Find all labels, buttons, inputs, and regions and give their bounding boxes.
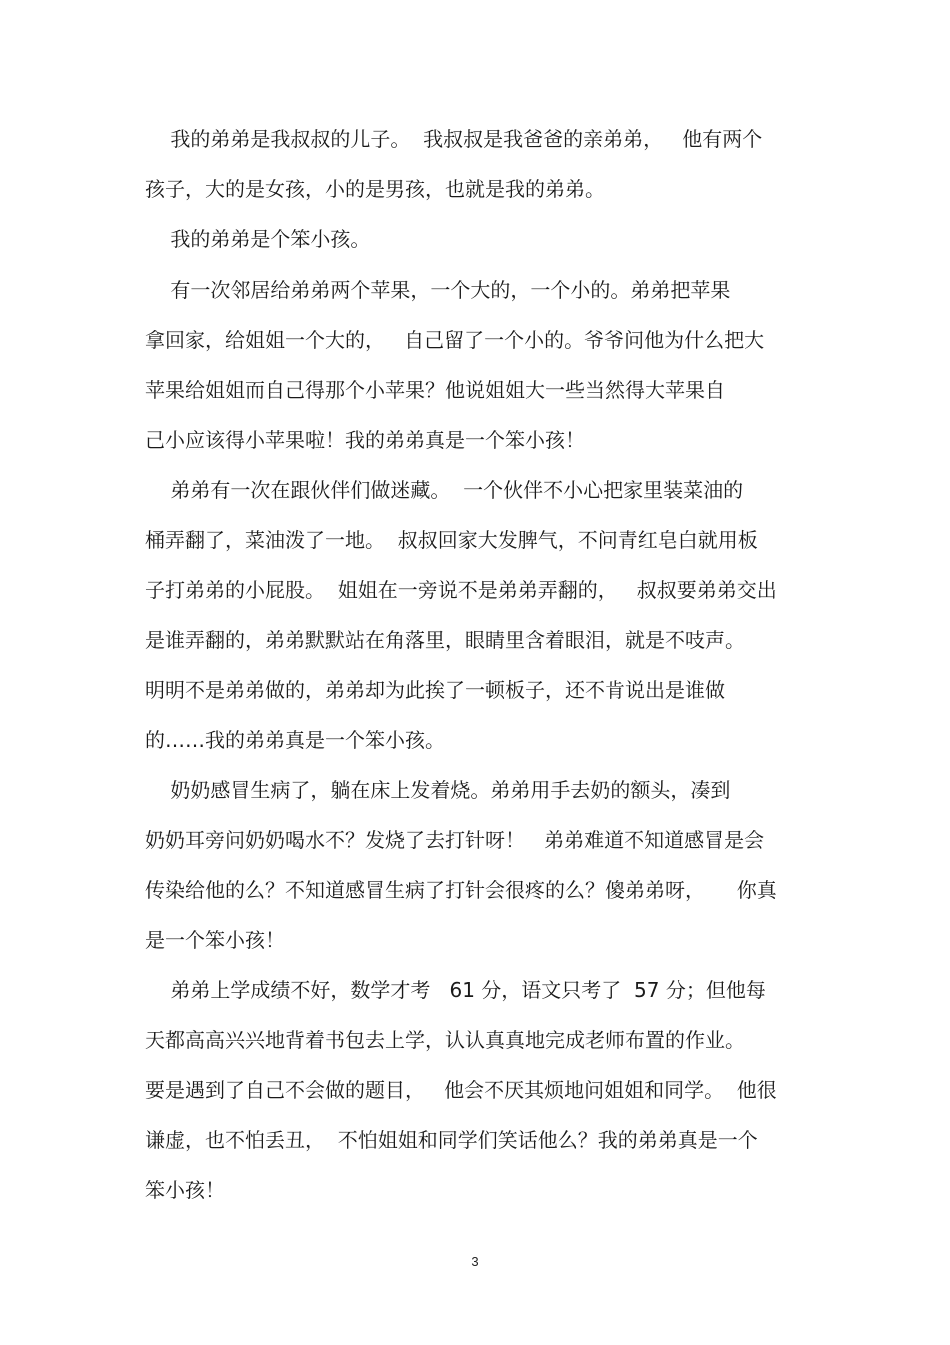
text-line: 奶奶感冒生病了，躺在床上发着烧。弟弟用手去奶的额头，凑到 <box>145 778 731 802</box>
text-line: 要是遇到了自己不会做的题目， 他会不厌其烦地问姐姐和同学。 他很 <box>145 1078 777 1102</box>
text-line: 是一个笨小孩！ <box>145 928 285 952</box>
text-line: 子打弟弟的小屁股。 姐姐在一旁说不是弟弟弄翻的， 叔叔要弟弟交出 <box>145 578 777 602</box>
text-line: 奶奶耳旁问奶奶喝水不？发烧了去打针呀！ 弟弟难道不知道感冒是会 <box>145 828 765 852</box>
text-line: 有一次邻居给弟弟两个苹果，一个大的，一个小的。弟弟把苹果 <box>145 278 731 302</box>
text-line: 明明不是弟弟做的，弟弟却为此挨了一顿板子，还不肯说出是谁做 <box>145 678 725 702</box>
text-line: 己小应该得小苹果啦！我的弟弟真是一个笨小孩！ <box>145 428 585 452</box>
text-line: 的……我的弟弟真是一个笨小孩。 <box>145 728 445 752</box>
text-line: 弟弟上学成绩不好，数学才考 61 分，语文只考了 57 分；但他每 <box>145 978 766 1002</box>
text-line: 笨小孩！ <box>145 1178 225 1202</box>
text-line: 谦虚，也不怕丢丑， 不怕姐姐和同学们笑话他么？我的弟弟真是一个 <box>145 1128 758 1152</box>
text-line: 桶弄翻了，菜油泼了一地。 叔叔回家大发脾气，不问青红皂白就用板 <box>145 528 758 552</box>
text-line: 我的弟弟是我叔叔的儿子。 我叔叔是我爸爸的亲弟弟， 他有两个 <box>145 127 763 151</box>
text-line: 弟弟有一次在跟伙伴们做迷藏。 一个伙伴不小心把家里装菜油的 <box>145 478 744 502</box>
text-line: 是谁弄翻的，弟弟默默站在角落里，眼睛里含着眼泪，就是不吱声。 <box>145 628 745 652</box>
text-line: 我的弟弟是个笨小孩。 <box>145 227 371 251</box>
text-line: 苹果给姐姐而自己得那个小苹果？他说姐姐大一些当然得大苹果自 <box>145 378 725 402</box>
text-line: 孩子，大的是女孩，小的是男孩，也就是我的弟弟。 <box>145 177 605 201</box>
text-line: 天都高高兴兴地背着书包去上学，认认真真地完成老师布置的作业。 <box>145 1028 745 1052</box>
text-line: 拿回家，给姐姐一个大的， 自己留了一个小的。爷爷问他为什么把大 <box>145 328 765 352</box>
text-line: 传染给他的么？不知道感冒生病了打针会很疼的么？傻弟弟呀， 你真 <box>145 878 777 902</box>
page-number: 3 <box>471 1254 479 1269</box>
